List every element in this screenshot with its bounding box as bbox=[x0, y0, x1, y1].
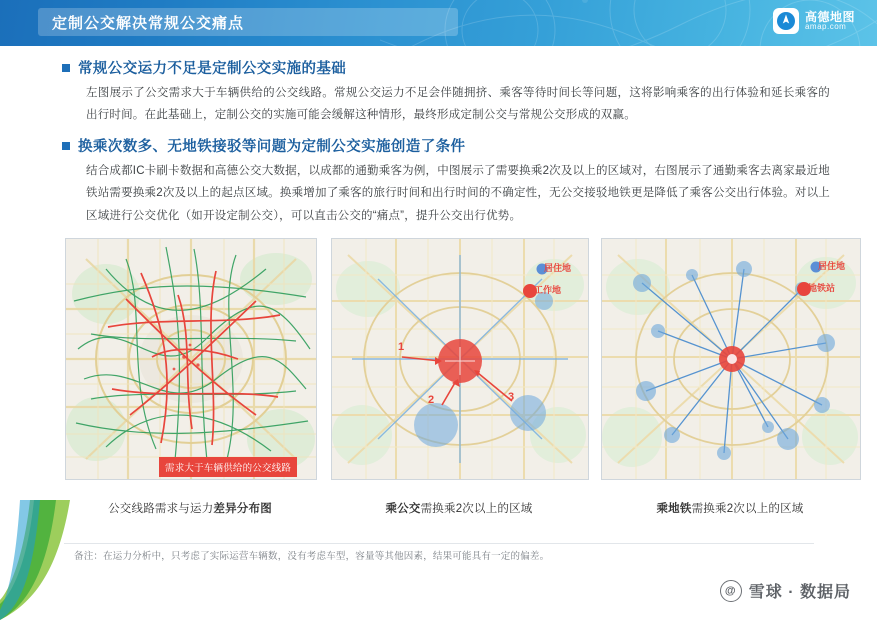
map-3-caption bbox=[601, 500, 859, 516]
map-1-legend: 需求大于车辆供给的公交线路 bbox=[159, 457, 297, 477]
amap-compass-icon bbox=[773, 8, 799, 34]
map-1-caption-plain: 公交线路需求与运力 bbox=[108, 503, 214, 515]
map-2-number-1: 1 bbox=[398, 341, 405, 353]
at-circle-icon: @ bbox=[720, 580, 742, 602]
section-2-body: 结合成都IC卡刷卡数据和高德公交大数据，以成都的通勤乘客为例，中图展示了需要换乘2次及以上的区域对，右图展示了通勤乘客去离家最近地铁站需要换乘2次及以上的起点区域。换乘增加了乘客的旅行时间和出行时间的不确定性，无公交接驳地铁更是降低了乘客公交出行体验。对以上区域进行公交优化（如开设定制公交），可以直击公交的“痛点”，提升公交出行优势。 bbox=[86, 165, 830, 222]
square-bullet-icon bbox=[62, 142, 70, 150]
footer-note: 备注：在运力分析中，只考虑了实际运营车辆数，没有考虑车型，容量等其他因素，结果可能具有一定的偏差。 bbox=[74, 551, 550, 562]
map-2-number-2: 2 bbox=[428, 394, 435, 406]
amap-logo-line1: 高德地图 bbox=[804, 9, 855, 24]
map-3-label-metro-station: 地铁站 bbox=[808, 283, 836, 293]
amap-logo-line2: amap.com bbox=[804, 22, 847, 32]
section-2-heading bbox=[62, 135, 465, 156]
section-1-heading bbox=[62, 57, 346, 78]
map-3-caption-bold: 乘地铁 bbox=[656, 503, 692, 515]
section-1-title: 常规公交运力不足是定制公交实施的基础 bbox=[78, 61, 347, 77]
map-bus-supply-demand[interactable] bbox=[65, 238, 317, 480]
section-1-body: 左图展示了公交需求大于车辆供给的公交线路。常规公交运力不足会伴随拥挤、乘客等待时间长等问题，这将影响乘客的出行体验和延长乘客的出行时间。在此基础上，定制公交的实施可能会缓解这种情形，最终形成定制公交与常规公交形成的双赢。 bbox=[86, 87, 830, 122]
map-transfer-2plus[interactable] bbox=[331, 238, 589, 480]
slide-header bbox=[0, 0, 877, 46]
map-3-caption-plain: 需换乘2次以上的区域 bbox=[691, 503, 804, 515]
map-2-caption bbox=[331, 500, 587, 516]
map-3-label-home: 居住地 bbox=[818, 261, 846, 271]
watermark-text: 雪球 · 数据局 bbox=[748, 584, 851, 601]
corner-ribbon-decoration bbox=[0, 500, 190, 620]
page-title: 定制公交解决常规公交痛点 bbox=[52, 15, 245, 32]
section-2-title: 换乘次数多、无地铁接驳等问题为定制公交实施创造了条件 bbox=[78, 139, 466, 155]
amap-logo bbox=[773, 8, 855, 34]
map-2-label-work: 工作地 bbox=[534, 285, 562, 295]
map-2-number-3: 3 bbox=[508, 391, 515, 403]
map-2-caption-bold: 乘公交 bbox=[385, 503, 421, 515]
map-2-label-home: 居住地 bbox=[544, 263, 572, 273]
watermark bbox=[720, 579, 851, 602]
map-1-caption-bold: 差异分布图 bbox=[213, 503, 272, 515]
map-metro-transfer-2plus[interactable] bbox=[601, 238, 861, 480]
square-bullet-icon bbox=[62, 64, 70, 72]
amap-logo-text bbox=[805, 11, 855, 32]
map-2-caption-plain: 需换乘2次以上的区域 bbox=[420, 503, 533, 515]
